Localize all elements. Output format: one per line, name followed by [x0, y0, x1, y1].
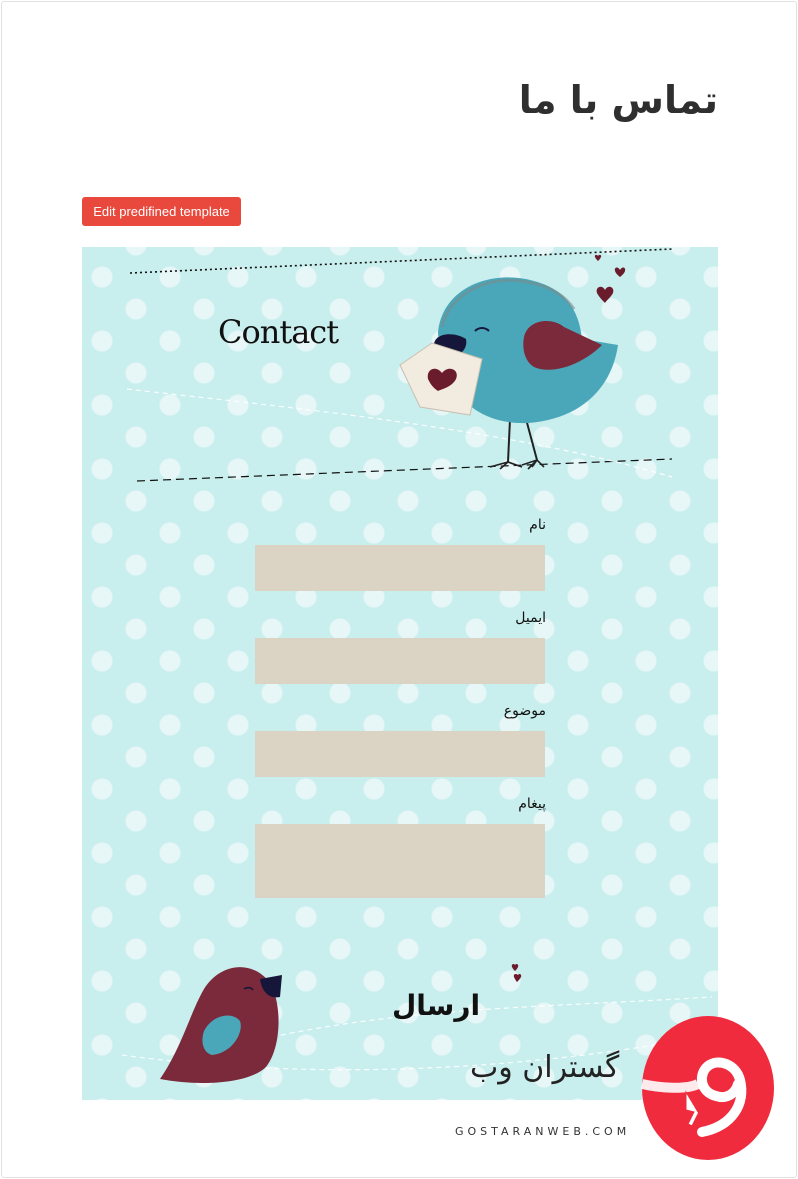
subject-label: موضوع [503, 703, 546, 719]
maroon-bird-icon [160, 967, 282, 1083]
email-field[interactable] [255, 638, 545, 684]
brand-url: GOSTARANWEB.COM [455, 1125, 631, 1138]
contact-heading: Contact [218, 313, 339, 351]
page-title: تماس با ما [518, 78, 718, 122]
message-label: پیغام [518, 796, 546, 812]
blue-bird-with-letter-icon [400, 277, 618, 469]
submit-button[interactable]: ارسال [392, 989, 481, 1022]
message-textarea[interactable] [255, 824, 545, 898]
name-label: نام [529, 517, 546, 533]
email-label: ایمیل [515, 610, 546, 626]
gostaranweb-logo-icon [640, 1014, 776, 1162]
name-field[interactable] [255, 545, 545, 591]
edit-template-button[interactable]: Edit predifined template [82, 197, 241, 226]
subject-field[interactable] [255, 731, 545, 777]
contact-form-card [82, 247, 718, 1100]
brand-name: گستران وب [470, 1050, 620, 1085]
